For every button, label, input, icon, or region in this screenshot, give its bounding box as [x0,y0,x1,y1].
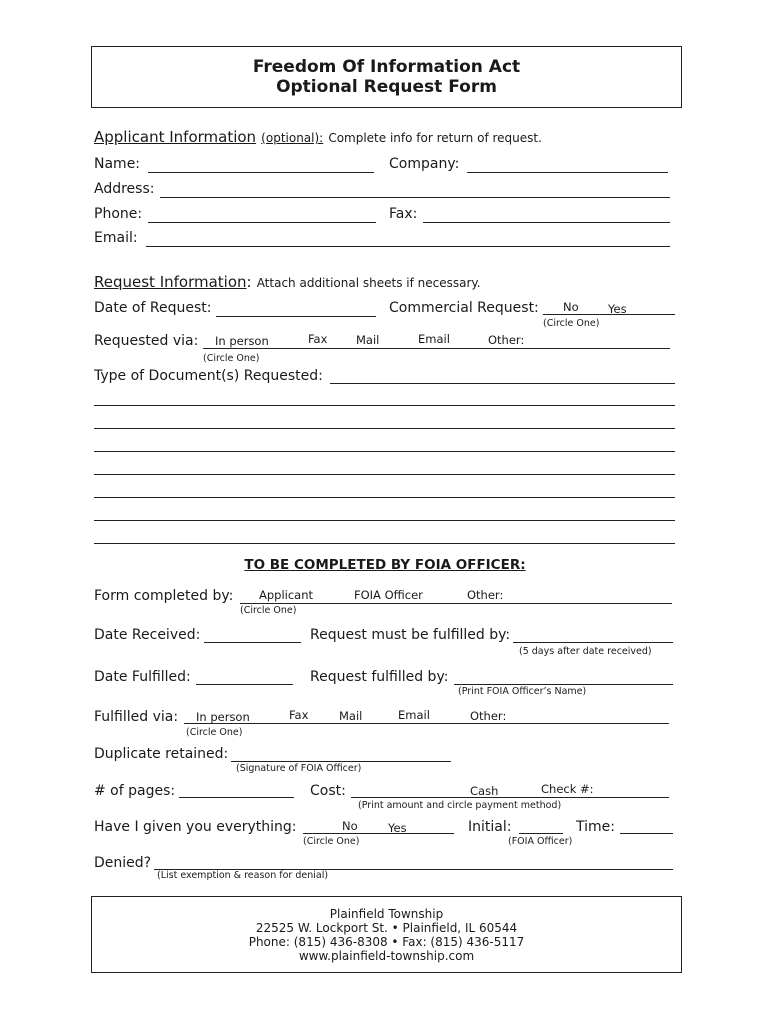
fulfilled-via-circle-one-note: (Circle One) [186,727,243,738]
request-section-heading [94,272,481,291]
request-section-colon: : [246,273,252,291]
footer-org: Plainfield Township [329,907,444,921]
document-line-4[interactable] [94,474,675,475]
footer-box [91,896,682,973]
initial-field[interactable] [519,833,563,834]
date-fulfilled-label: Date Fulfilled: [94,669,191,685]
cost-option-check[interactable]: Check #: [541,782,594,796]
everything-circle-one-note: (Circle One) [303,836,360,847]
address-label: Address: [94,181,155,197]
completed-by-circle-one-note: (Circle One) [240,605,297,616]
everything-option-no[interactable]: No [342,819,358,833]
applicant-optional-tag: (optional): [261,131,324,145]
fulfilled-via-option-email[interactable]: Email [398,708,430,722]
via-option-fax[interactable]: Fax [308,332,328,346]
completed-by-label: Form completed by: [94,588,234,604]
everything-option-yes[interactable]: Yes [388,821,407,835]
name-label: Name: [94,156,141,172]
cost-label: Cost: [310,783,346,799]
title-box [91,46,682,108]
company-field[interactable] [467,172,668,173]
fulfilled-by-label: Request fulfilled by: [310,669,449,685]
name-field[interactable] [148,172,374,173]
everything-given-label: Have I given you everything: [94,819,297,835]
phone-field[interactable] [148,222,376,223]
via-option-email[interactable]: Email [418,332,450,346]
fulfilled-via-option-fax[interactable]: Fax [289,708,309,722]
officer-section-title: TO BE COMPLETED BY FOIA OFFICER: [244,557,526,573]
date-of-request-label: Date of Request: [94,300,212,316]
date-received-field[interactable] [204,642,301,643]
document-line-6[interactable] [94,520,675,521]
email-label: Email: [94,230,138,246]
five-days-note: (5 days after date received) [519,646,652,657]
duplicate-retained-label: Duplicate retained: [94,746,229,762]
via-option-other[interactable]: Other: [488,333,525,347]
pages-label: # of pages: [94,783,176,799]
fax-field[interactable] [423,222,670,223]
commercial-option-yes[interactable]: Yes [608,302,627,316]
denial-note: (List exemption & reason for denial) [157,870,329,881]
fulfilled-via-option-in-person[interactable]: In person [196,710,250,724]
applicant-section-title: Applicant Information [94,128,257,146]
document-line-5[interactable] [94,497,675,498]
must-fulfill-field[interactable] [513,642,673,643]
fax-label: Fax: [389,206,418,222]
date-fulfilled-field[interactable] [196,684,293,685]
denied-label: Denied? [94,855,152,871]
document-line-1[interactable] [94,405,675,406]
via-circle-one-note: (Circle One) [203,353,260,364]
date-received-label: Date Received: [94,627,201,643]
date-of-request-field[interactable] [216,316,376,317]
requested-via-label: Requested via: [94,333,199,349]
footer-address: 22525 W. Lockport St. • Plainfield, IL 60544 [255,921,518,935]
fulfilled-via-option-other[interactable]: Other: [470,709,507,723]
commercial-request-label: Commercial Request: [389,300,539,316]
fulfilled-by-field[interactable] [454,684,673,685]
cost-field[interactable] [351,797,669,798]
via-option-mail[interactable]: Mail [356,333,380,347]
document-line-2[interactable] [94,428,675,429]
applicant-section-note: Complete info for return of request. [328,131,542,145]
everything-given-line [303,833,454,834]
signature-note: (Signature of FOIA Officer) [236,763,362,774]
fulfilled-via-label: Fulfilled via: [94,709,179,725]
print-name-note: (Print FOIA Officer’s Name) [458,686,587,697]
time-field[interactable] [620,833,673,834]
fulfilled-via-line [184,723,669,724]
footer-website: www.plainfield-township.com [298,949,475,963]
time-label: Time: [576,819,615,835]
foia-officer-note: (FOIA Officer) [508,836,573,847]
request-section-title: Request Information [94,273,247,291]
requested-via-line [203,348,670,349]
address-field[interactable] [160,197,670,198]
form-title-line2: Optional Request Form [276,77,497,97]
completed-by-option-applicant[interactable]: Applicant [259,588,314,602]
request-section-note: Attach additional sheets if necessary. [256,276,481,290]
cost-note: (Print amount and circle payment method) [358,800,562,811]
completed-by-line [240,603,672,604]
must-fulfill-label: Request must be fulfilled by: [310,627,511,643]
document-type-label: Type of Document(s) Requested: [94,368,323,384]
completed-by-option-foia-officer[interactable]: FOIA Officer [354,588,423,602]
document-type-field[interactable] [330,383,675,384]
phone-label: Phone: [94,206,143,222]
form-title-line1: Freedom Of Information Act [252,57,521,77]
via-option-in-person[interactable]: In person [215,334,269,348]
fulfilled-via-option-mail[interactable]: Mail [339,709,363,723]
footer-phone: Phone: (815) 436-8308 • Fax: (815) 436-5117 [248,935,525,949]
document-line-3[interactable] [94,451,675,452]
commercial-option-no[interactable]: No [563,300,579,314]
cost-option-cash[interactable]: Cash [470,784,499,798]
email-field[interactable] [146,246,670,247]
commercial-circle-one-note: (Circle One) [543,318,600,329]
initial-label: Initial: [468,819,512,835]
company-label: Company: [389,156,460,172]
applicant-section-heading [94,127,542,146]
duplicate-retained-field[interactable] [231,761,451,762]
document-line-7[interactable] [94,543,675,544]
pages-field[interactable] [179,797,294,798]
completed-by-option-other[interactable]: Other: [467,588,504,602]
